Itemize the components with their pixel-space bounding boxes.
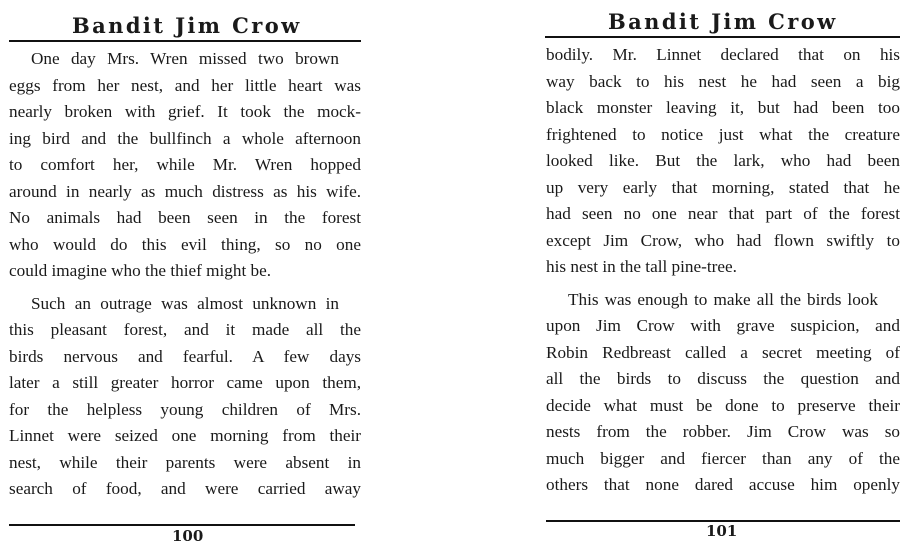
text-line: his nest in the tall pine-tree. [546,257,737,276]
text-line: nearly broken with grief. It took the mock- [9,102,361,121]
text-line: No animals had been seen in the forest [9,208,361,227]
text-line: looked like. But the lark, who had been [546,151,900,170]
text-line: bodily. Mr. Linnet declared that on his [546,45,900,64]
right-page [534,0,907,552]
text-line: nest, while their parents were absent in [9,452,361,472]
text-line: had seen no one near that part of the forest [546,204,900,223]
page-body [546,42,900,499]
text-line: except Jim Crow, who had flown swiftly to [546,230,900,250]
paragraph [9,46,361,285]
paragraph [9,291,361,503]
text-line: frightened to notice just what the creature [546,124,900,144]
text-line: others that none dared accuse him openly [546,475,900,494]
text-line: nests from the robber. Jim Crow was so [546,422,900,441]
text-line: search of food, and were carried away [9,479,361,498]
text-line: could imagine who the thief might be. [9,261,272,280]
left-page [0,0,370,552]
text-line: upon Jim Crow with grave suspicion, and [546,316,900,335]
page-number: 100 [172,527,204,545]
text-line: Linnet were seized one morning from their [9,426,361,445]
text-line: all the birds to discuss the question and [546,369,900,388]
text-line: ing bird and the bullfinch a whole afternoon [9,128,361,148]
text-line: This was enough to make all the birds look [568,289,878,309]
header-rule [545,36,900,38]
text-line: up very early that morning, stated that he [546,177,900,197]
footer-rule [9,524,355,526]
paragraph [546,287,900,499]
text-line: for the helpless young children of Mrs. [9,399,361,419]
paragraph [546,42,900,281]
text-line: later a still greater horror came upon them, [9,373,361,392]
text-line: to comfort her, while Mr. Wren hopped [9,155,361,174]
text-line: birds nervous and fearful. A few days [9,346,361,366]
text-line: around in nearly as much distress as his wife. [9,181,361,201]
text-line: Such an outrage was almost unknown in [31,293,339,313]
text-line: who would do this evil thing, so no one [9,234,361,254]
page-header: Bandit Jim Crow [608,9,838,34]
text-line: decide what must be done to preserve their [546,395,900,415]
page-body [9,46,361,503]
text-line: One day Mrs. Wren missed two brown [31,49,339,68]
page-number: 101 [706,522,738,540]
text-line: way back to his nest he had seen a big [546,71,900,91]
text-line: eggs from her nest, and her little heart was [9,75,361,95]
text-line: this pleasant forest, and it made all the [9,320,361,339]
header-rule [9,40,361,42]
text-line: Robin Redbreast called a secret meeting of [546,342,900,362]
page-header: Bandit Jim Crow [72,13,302,38]
text-line: much bigger and fiercer than any of the [546,448,900,468]
text-line: black monster leaving it, but had been too [546,98,900,117]
